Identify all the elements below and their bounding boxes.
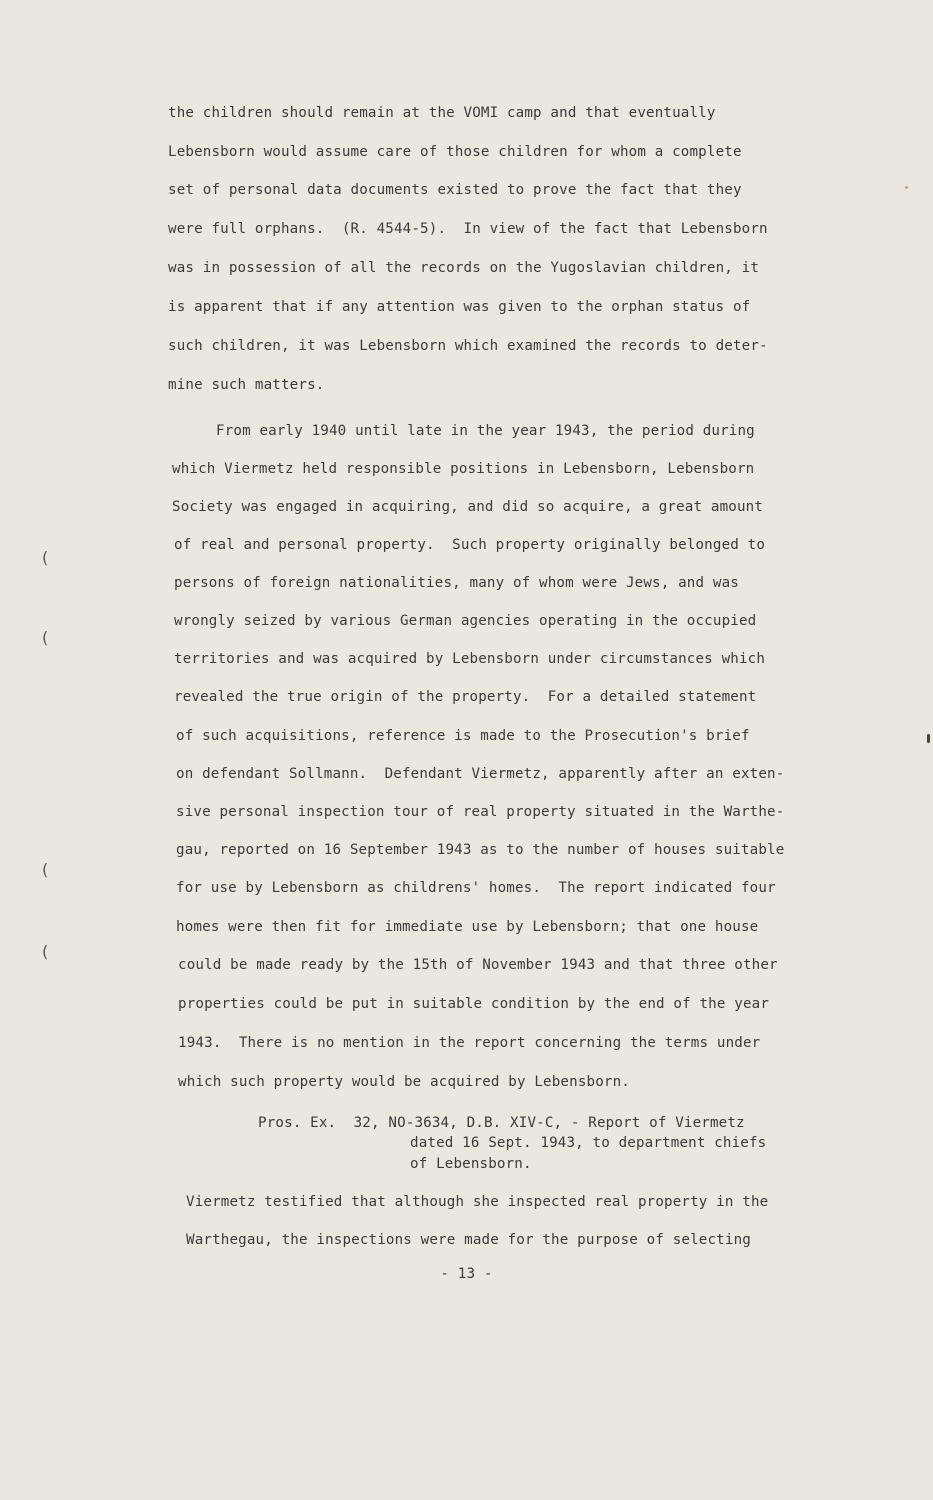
binding-mark: ( — [42, 860, 49, 879]
text-line: Warthegau, the inspections were made for the purpose of selecting — [186, 1232, 751, 1248]
text-line: sive personal inspection tour of real property situated in the Warthe- — [176, 804, 785, 820]
citation-line: dated 16 Sept. 1943, to department chiefs — [410, 1135, 767, 1151]
text-line: territories and was acquired by Lebensborn under circumstances which — [174, 651, 766, 667]
text-line: Viermetz testified that although she inspected real property in the — [186, 1194, 769, 1210]
text-line: were full orphans. (R. 4544-5). In view of the fact that Lebensborn — [168, 221, 768, 237]
text-line: properties could be put in suitable condition by the end of the year — [178, 996, 770, 1012]
text-line: for use by Lebensborn as childrens' homes. The report indicated four — [176, 880, 776, 896]
text-line: could be made ready by the 15th of November 1943 and that three other — [178, 957, 778, 973]
text-line: homes were then fit for immediate use by Lebensborn; that one house — [176, 919, 759, 935]
paper-speck — [905, 186, 908, 189]
citation-line: of Lebensborn. — [410, 1156, 532, 1172]
paper-speck — [927, 734, 930, 743]
text-line: on defendant Sollmann. Defendant Viermetz, apparently after an exten- — [176, 766, 785, 782]
text-line: set of personal data documents existed to prove the fact that they — [168, 182, 742, 198]
page-number: - 13 - — [440, 1266, 493, 1282]
text-line: of real and personal property. Such property originally belonged to — [174, 537, 766, 553]
text-line: wrongly seized by various German agencies operating in the occupied — [174, 613, 757, 629]
text-line: mine such matters. — [168, 377, 325, 393]
text-line: such children, it was Lebensborn which examined the records to deter- — [168, 338, 768, 354]
text-line: of such acquisitions, reference is made to the Prosecution's brief — [176, 728, 750, 744]
citation-line: Pros. Ex. 32, NO-3634, D.B. XIV-C, - Report of Viermetz — [258, 1115, 745, 1131]
text-line: is apparent that if any attention was given to the orphan status of — [168, 299, 751, 315]
text-line: revealed the true origin of the property. For a detailed statement — [174, 689, 757, 705]
text-line: the children should remain at the VOMI camp and that eventually — [168, 105, 716, 121]
text-line: From early 1940 until late in the year 1943, the period during — [216, 423, 755, 439]
binding-mark: ( — [42, 548, 49, 567]
text-line: Lebensborn would assume care of those children for whom a complete — [168, 144, 742, 160]
binding-mark: ( — [42, 942, 49, 961]
binding-mark: ( — [42, 628, 49, 647]
text-line: which such property would be acquired by Lebensborn. — [178, 1074, 630, 1090]
text-line: 1943. There is no mention in the report concerning the terms under — [178, 1035, 761, 1051]
text-line: persons of foreign nationalities, many of whom were Jews, and was — [174, 575, 739, 591]
text-line: gau, reported on 16 September 1943 as to the number of houses suitable — [176, 842, 785, 858]
text-line: was in possession of all the records on the Yugoslavian children, it — [168, 260, 760, 276]
text-line: which Viermetz held responsible positions in Lebensborn, Lebensborn — [172, 461, 755, 477]
text-line: Society was engaged in acquiring, and did so acquire, a great amount — [172, 499, 764, 515]
